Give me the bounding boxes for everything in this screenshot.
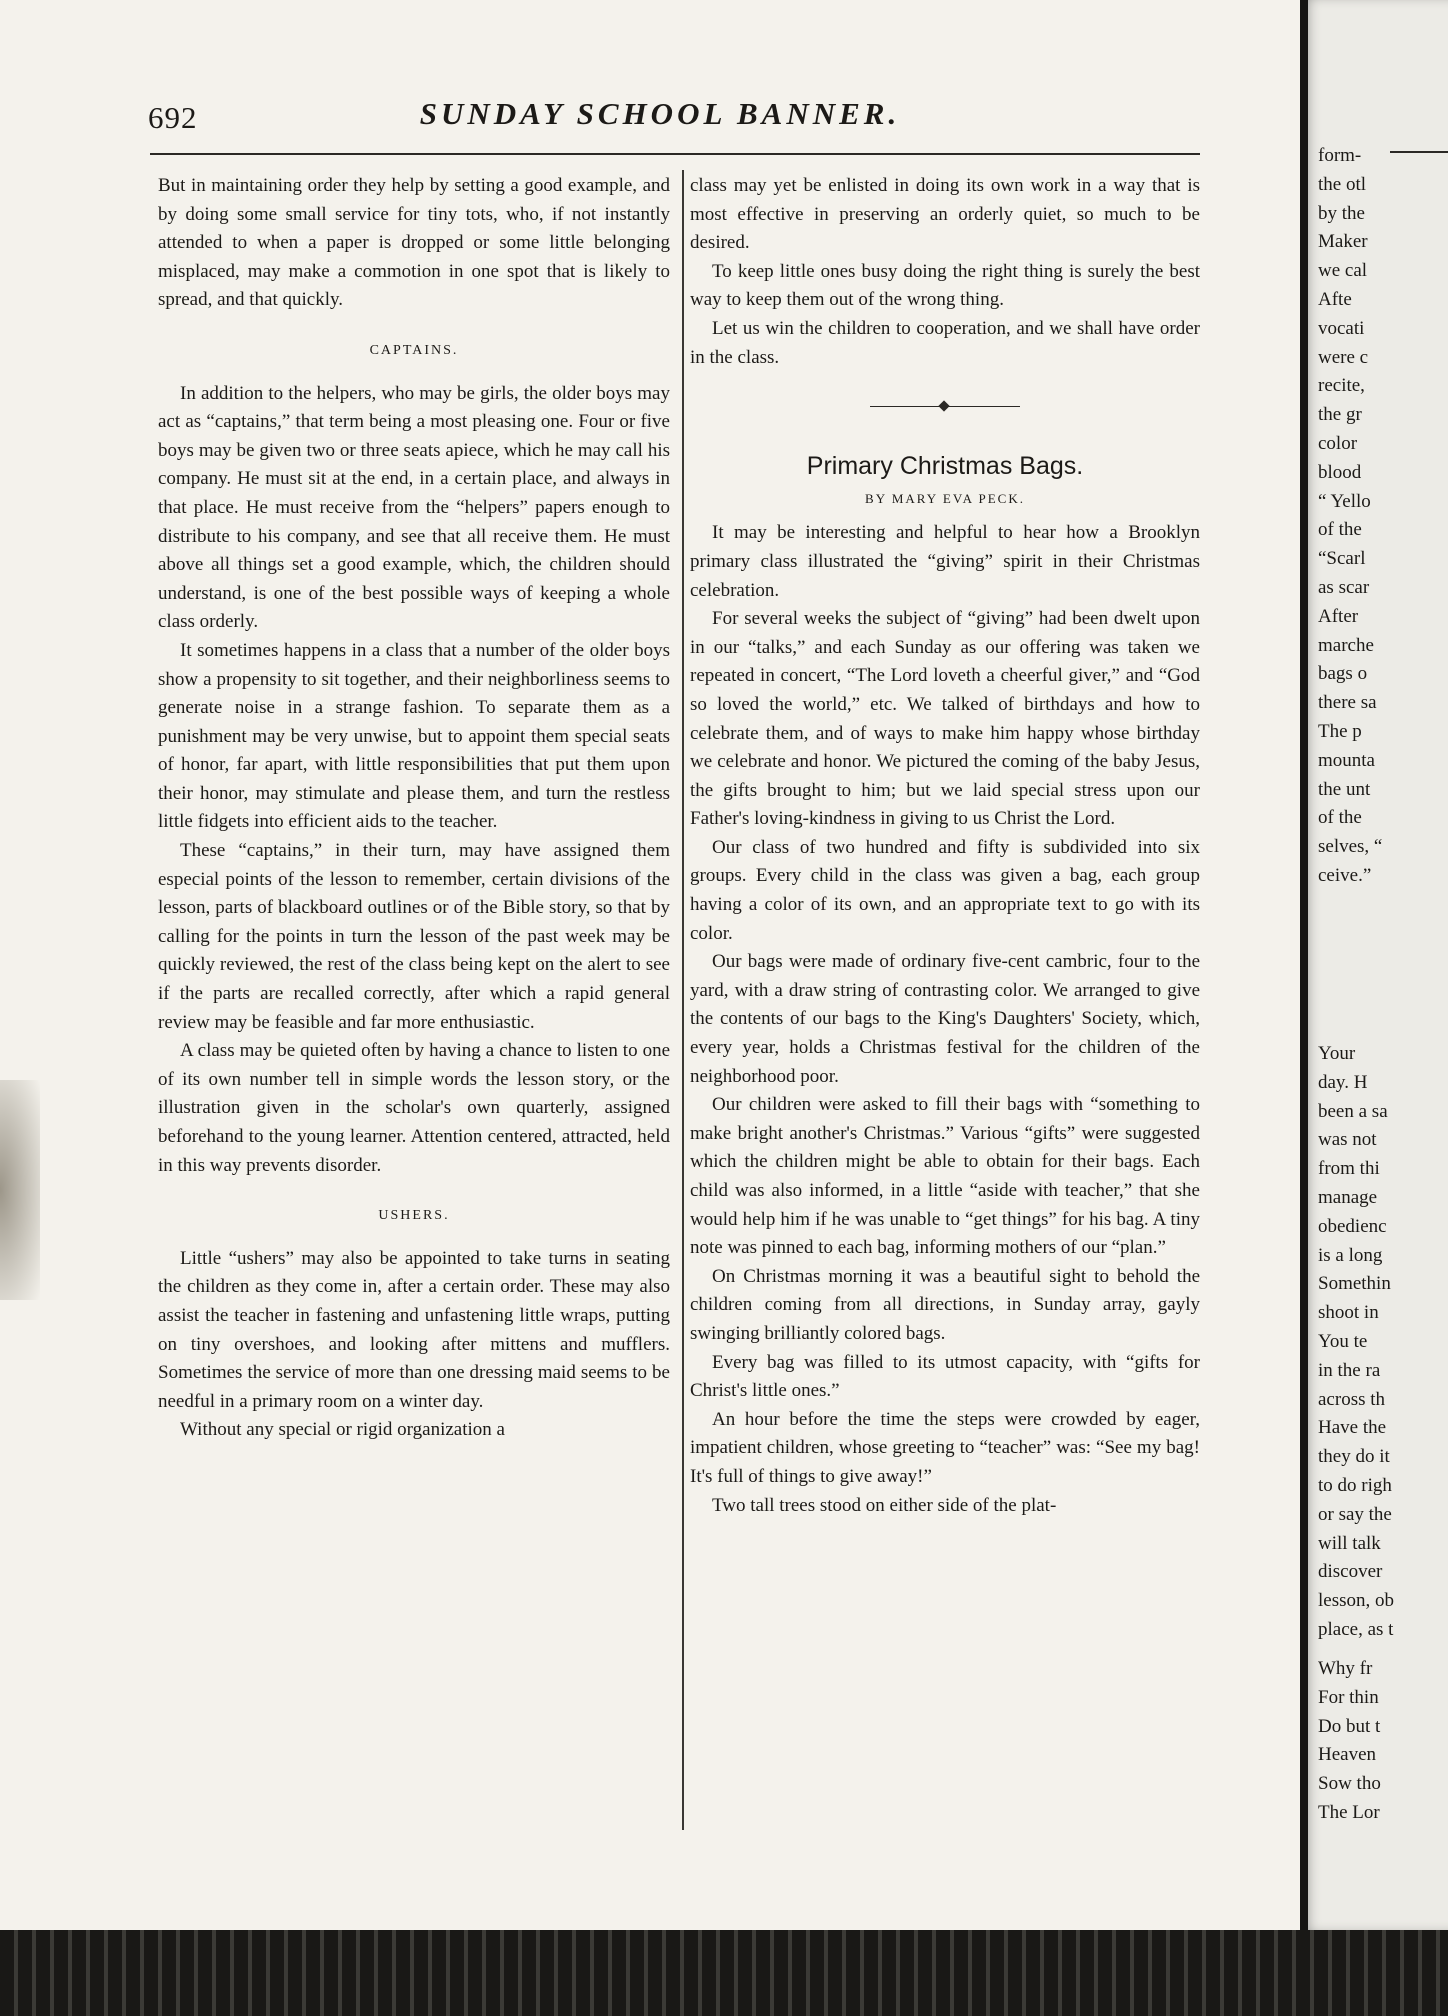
section-ornament (690, 390, 1200, 430)
paragraph: Our bags were made of ordinary five-cent cambric, four to the yard, with a draw string of contrasting color. We arranged to give the contents of our bags to the King's Daughters' Society, which, every year, holds a Christmas festival for the children of the neighborhood poor. (690, 951, 1200, 1087)
facing-page-text-fragment: the otl (1318, 173, 1367, 195)
paragraph: For several weeks the subject of “giving” had been dwelt upon in our “talks,” and each Sunday as our offering was taken we repeated in concert, “The Lord loveth a cheerful giver,” and “God so loved the world,” etc. We talked of birthdays and how to celebrate them, and of ways to make him happy whose birthday we celebrate and honor. We pictured the coming of the baby Jesus, the gifts brought to him; but we laid special stress upon our Father's loving-kindness in giving to us Christ the Lord. (690, 608, 1200, 830)
article-byline: BY MARY EVA PECK. (865, 490, 1025, 506)
facing-page-text-fragment: place, as t (1318, 1619, 1394, 1640)
middle-column (690, 172, 1200, 1520)
facing-page-text-fragment: recite, (1318, 375, 1365, 397)
paragraph: class may yet be enlisted in doing its own work in a way that is most effective in preserving an orderly quiet, so much to be desired. (690, 175, 1200, 254)
book-gutter (1300, 0, 1308, 1930)
facing-page-text-fragment: in the ra (1318, 1359, 1381, 1381)
facing-page-text-fragment: they do it (1318, 1446, 1390, 1468)
facing-page-text-fragment: by the (1318, 202, 1365, 224)
facing-page-text-fragment: form- (1318, 145, 1362, 166)
facing-page-text-fragment: been a sa (1318, 1100, 1388, 1122)
facing-page-text-fragment: ceive.” (1318, 865, 1372, 886)
facing-page-text-fragment: color (1318, 433, 1358, 454)
paragraph: Our children were asked to fill their bags with “something to make bright another's Christmas.” Various “gifts” were suggested which the children might be able to obtain for their bags. Each child was also informed, in a little “aside with teacher,” that she would help him if he was unable to “get things” for his bag. A tiny note was pinned to each bag, informing mothers of our “plan.” (690, 1094, 1200, 1259)
paragraph: It may be interesting and helpful to hear how a Brooklyn primary class illustrated the “giving” spirit in their Christmas celebration. (690, 522, 1200, 601)
facing-page-text-fragment: Sow tho (1318, 1773, 1381, 1795)
facing-page-text-fragment: as scar (1318, 577, 1370, 598)
facing-page-text-fragment: discover (1318, 1561, 1383, 1583)
paragraph: Let us win the children to cooperation, and we shall have order in the class. (690, 317, 1200, 368)
facing-page-text-fragment: The Lor (1318, 1802, 1380, 1823)
facing-page-text-fragment: to do righ (1318, 1475, 1392, 1496)
facing-page-text-fragment: from thi (1318, 1158, 1380, 1180)
facing-page-text-fragment: the unt (1318, 778, 1371, 800)
facing-page-text-fragment: lesson, ob (1318, 1590, 1394, 1612)
facing-page-text-fragment: Heaven (1318, 1744, 1377, 1766)
facing-page-text-fragment: Have the (1318, 1417, 1387, 1439)
paragraph: It sometimes happens in a class that a number of the older boys show a propensity to sit together, and their neighborliness seems to generate noise in a strange fashion. To separate them as a punishment may be very unwise, but to appoint them special seats of honor, far apart, with little responsibilities that put them upon their honor, may stimulate and please them, and turn the restless little fidgets into efficient aids to the teacher. (158, 639, 670, 833)
facing-page-text-fragment: Somethin (1318, 1273, 1391, 1295)
facing-page-text-fragment: mounta (1318, 749, 1375, 771)
facing-page-text-fragment: bags o (1318, 663, 1368, 685)
facing-page-text-fragment: the gr (1318, 404, 1362, 426)
paragraph: Little “ushers” may also be appointed to take turns in seating the children as they come in, after a certain order. These may also assist the teacher in fastening and unfastening little wraps, putting on tiny overshoes, and looking after mittens and mufflers. Sometimes the service of more than one dressing maid seems to be needful in a primary room on a winter day. (158, 1247, 670, 1412)
facing-page-text-fragment: of the (1318, 807, 1362, 829)
facing-page-text-fragment: Do but t (1318, 1715, 1381, 1737)
facing-page-text-fragment: Why fr (1318, 1658, 1373, 1679)
paragraph: A class may be quieted often by having a chance to listen to one of its own number tell in simple words the lesson story, or the illustration given in the scholar's own quarterly, assigned beforehand to the young learner. Attention centered, attracted, held in this way prevents disorder. (158, 1040, 670, 1176)
paragraph: Two tall trees stood on either side of the plat- (712, 1494, 1057, 1516)
facing-page-text-fragment: selves, “ (1318, 836, 1383, 858)
page-stain (0, 1080, 40, 1300)
paragraph: Without any special or rigid organization a (180, 1419, 505, 1441)
facing-page-rule (1390, 151, 1448, 153)
facing-page-text-fragment: was not (1318, 1129, 1377, 1151)
facing-page-text-fragment: The p (1318, 721, 1362, 742)
facing-page-text-fragment: there sa (1318, 692, 1377, 714)
article-title: Primary Christmas Bags. (806, 452, 1084, 481)
paragraph: An hour before the time the steps were crowded by eager, impatient children, whose greeting to “teacher” was: “See my bag! It's full of things to give away!” (690, 1408, 1200, 1487)
facing-page-edge (1300, 0, 1448, 1930)
section-heading-captains: CAPTAINS. (369, 342, 459, 358)
section-heading-ushers: USHERS. (378, 1208, 450, 1224)
paragraph: To keep little ones busy doing the right thing is surely the best way to keep them out of the wrong thing. (690, 260, 1200, 311)
header-rule (150, 153, 1200, 155)
facing-page-text-fragment: “ Yello (1318, 490, 1371, 512)
scan-border (0, 1930, 1448, 2016)
ornament-diamond-icon (938, 400, 949, 411)
facing-page-text-fragment: Your (1318, 1043, 1356, 1064)
facing-page-text-fragment: For thin (1318, 1686, 1379, 1708)
running-head: SUNDAY SCHOOL BANNER. (419, 96, 901, 131)
facing-page-text-fragment: we cal (1318, 260, 1368, 282)
facing-page-text-fragment: of the (1318, 519, 1362, 541)
paragraph: Every bag was filled to its utmost capacity, with “gifts for Christ's little ones.” (690, 1351, 1200, 1402)
facing-page-text-fragment: Afte (1318, 289, 1352, 310)
paragraph: Our class of two hundred and fifty is subdivided into six groups. Every child in the class was given a bag, each group having a color of its own, and an appropriate text to go with its color. (690, 836, 1200, 944)
facing-page-text-fragment: blood (1318, 461, 1362, 483)
left-column (158, 172, 670, 1445)
facing-page-text-fragment: manage (1318, 1187, 1378, 1208)
facing-page-text-fragment: obedienc (1318, 1215, 1387, 1237)
facing-page-text-fragment: marche (1318, 634, 1374, 656)
column-divider (682, 170, 684, 1830)
page-number: 692 (148, 100, 198, 135)
facing-page-text-fragment: day. H (1318, 1071, 1368, 1093)
paragraph: But in maintaining order they help by setting a good example, and by doing some small service for tiny tots, who, if not instantly attended to when a paper is dropped or some little belonging misplaced, may make a commotion in one spot that is likely to spread, and that quickly. (158, 175, 670, 311)
facing-page-text-fragment: across th (1318, 1388, 1386, 1410)
facing-page-text-fragment: “Scarl (1318, 548, 1366, 570)
facing-page-text-fragment: After (1318, 605, 1359, 627)
facing-page-text-fragment: shoot in (1318, 1302, 1379, 1324)
paragraph: In addition to the helpers, who may be girls, the older boys may act as “captains,” that term being a most pleasing one. Four or five boys may be given two or three seats apiece, which he may call his company. He must sit at the end, in a certain place, and always in that place. He must receive from the “helpers” papers enough to distribute to his company, and see that all receive them. He must above all things set a good example, which, the children should understand, is one of the best possible ways of keeping a whole class orderly. (158, 382, 670, 633)
facing-page-text-fragment: is a long (1318, 1244, 1383, 1266)
facing-page-text-fragment: will talk (1318, 1532, 1381, 1554)
paragraph: These “captains,” in their turn, may have assigned them especial points of the lesson to remember, certain divisions of the lesson, parts of blackboard outlines or of the Bible story, so that by calling for the points in turn the lesson of the past week may be quickly reviewed, the rest of the class being kept on the alert to see if the parts are recalled correctly, after which a rapid general review may be feasible and far more enthusiastic. (158, 840, 670, 1033)
facing-page-text-fragment: or say the (1318, 1503, 1392, 1525)
facing-page-text-fragment: vocati (1318, 317, 1365, 339)
facing-page-text-fragment: You te (1318, 1331, 1368, 1352)
facing-page-text-fragment: Maker (1318, 231, 1368, 253)
facing-page-text-fragment: were c (1318, 346, 1369, 368)
paragraph: On Christmas morning it was a beautiful sight to behold the children coming from all directions, in Sunday array, gayly swinging brilliantly colored bags. (690, 1265, 1200, 1344)
